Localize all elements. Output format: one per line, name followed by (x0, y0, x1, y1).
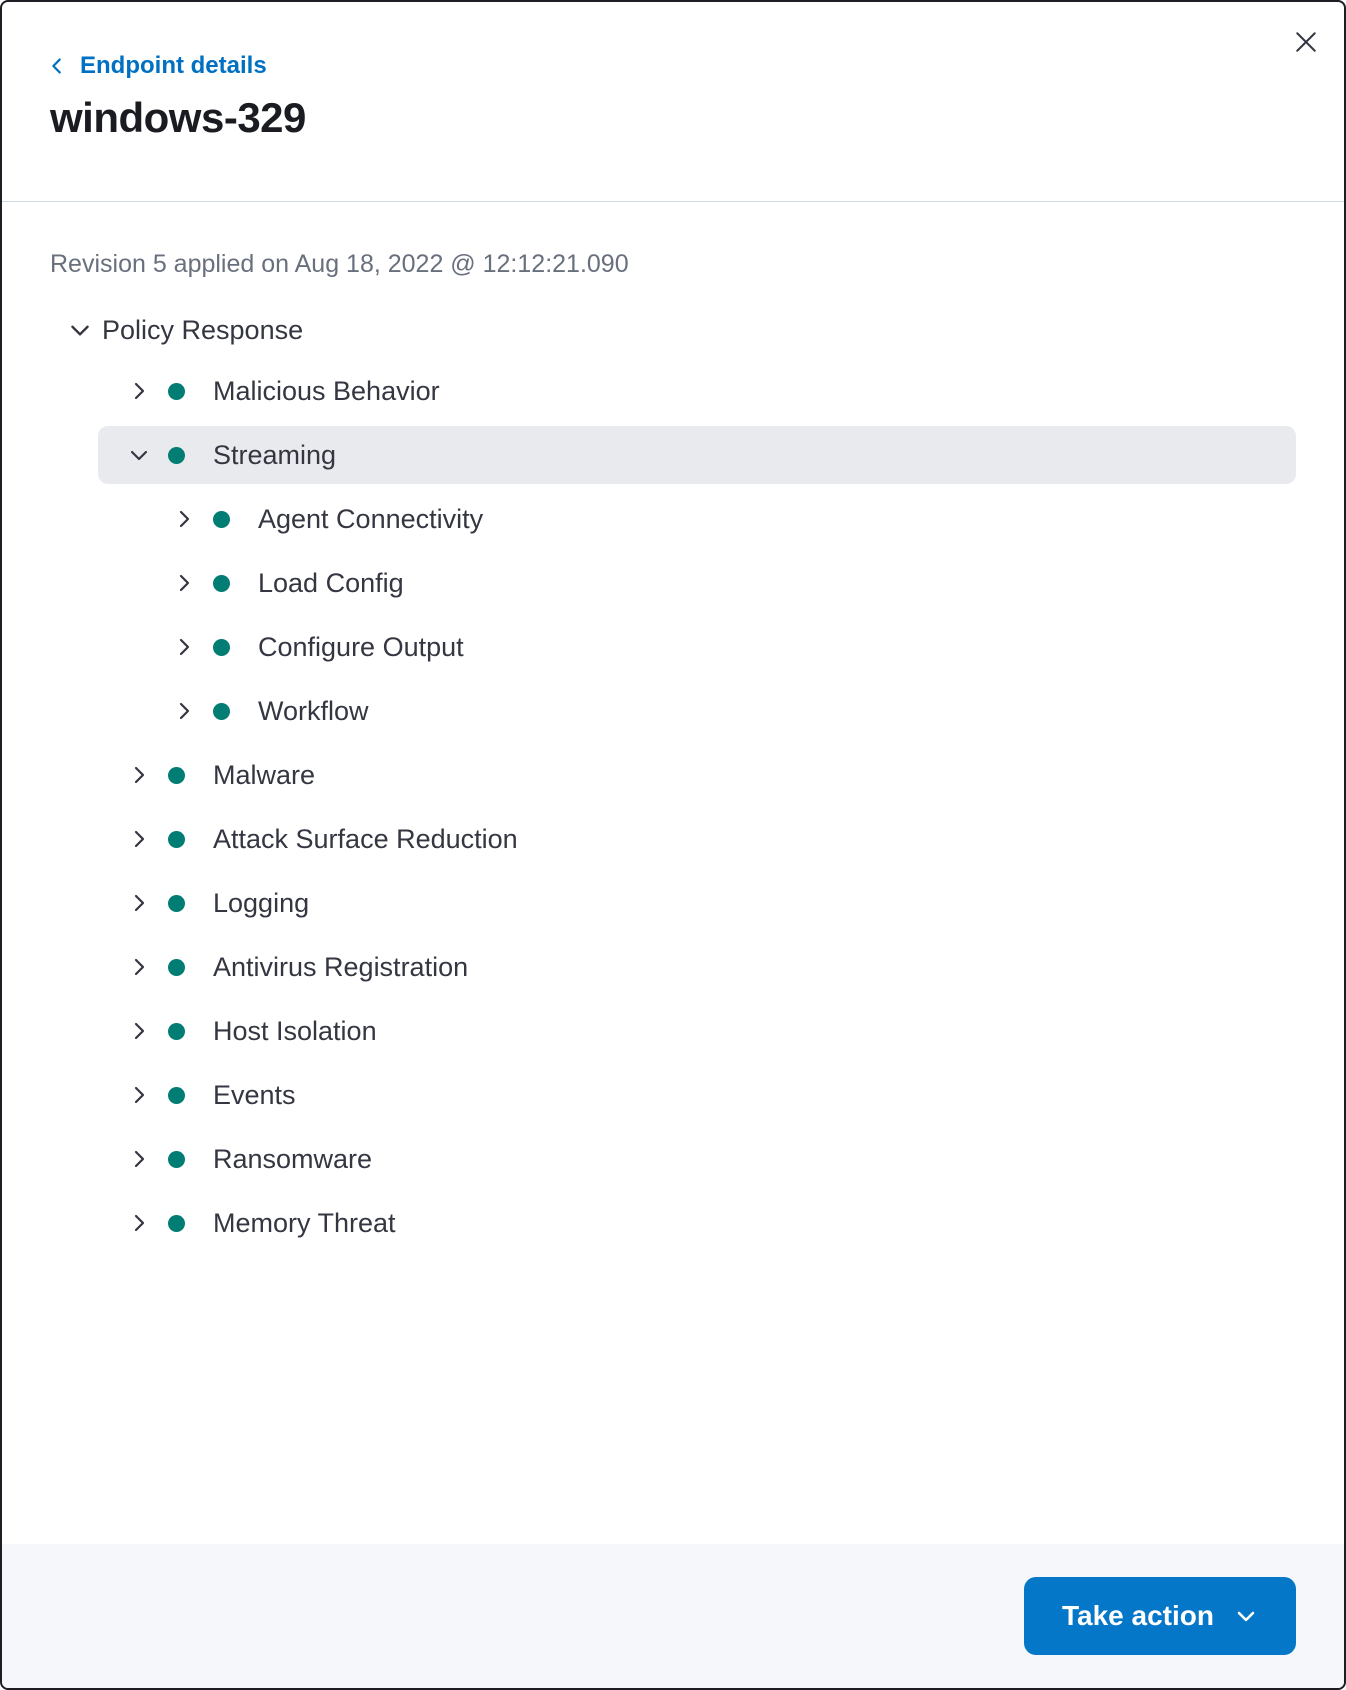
chevron-toggle[interactable] (170, 505, 198, 533)
chevron-toggle[interactable] (66, 316, 94, 344)
chevron-toggle[interactable] (125, 441, 153, 469)
tree-item-label: Ransomware (213, 1143, 373, 1174)
flyout-body (2, 202, 1344, 1544)
page-title: windows-329 (50, 94, 306, 141)
tree-root-label: Policy Response (102, 314, 304, 345)
chevron-right-icon (127, 1211, 151, 1235)
tree-item-label: Malware (213, 759, 316, 790)
status-dot-icon (213, 511, 230, 528)
tree-item-label: Configure Output (258, 631, 464, 662)
chevron-toggle[interactable] (170, 569, 198, 597)
chevron-toggle[interactable] (125, 377, 153, 405)
tree-rows (50, 362, 1296, 1252)
chevron-right-icon (127, 1019, 151, 1043)
chevron-right-icon (172, 635, 196, 659)
tree-item-antivirus-registration[interactable] (98, 938, 1296, 996)
tree-item-policy-response[interactable] (50, 298, 1296, 362)
chevron-down-icon (1234, 1604, 1258, 1628)
tree-item-attack-surface-reduction[interactable] (98, 810, 1296, 868)
chevron-toggle[interactable] (125, 1145, 153, 1173)
chevron-right-icon (127, 379, 151, 403)
status-dot-icon (168, 383, 185, 400)
chevron-down-icon (127, 443, 151, 467)
tree-item-label: Agent Connectivity (258, 503, 484, 534)
tree-item-label: Attack Surface Reduction (213, 823, 518, 854)
tree-item-label: Streaming (213, 439, 337, 470)
revision-applied-text: Revision 5 applied on Aug 18, 2022 @ 12:12:21.090 (50, 250, 629, 278)
tree-item-workflow[interactable] (98, 682, 1296, 740)
tree-item-host-isolation[interactable] (98, 1002, 1296, 1060)
chevron-toggle[interactable] (125, 953, 153, 981)
tree-item-agent-connectivity[interactable] (98, 490, 1296, 548)
chevron-right-icon (172, 507, 196, 531)
status-dot-icon (213, 575, 230, 592)
tree-item-streaming[interactable] (98, 426, 1296, 484)
back-to-endpoint-details-link[interactable] (46, 52, 267, 80)
status-dot-icon (168, 1087, 185, 1104)
chevron-toggle[interactable] (170, 697, 198, 725)
tree-item-label: Logging (213, 887, 310, 918)
tree-item-memory-threat[interactable] (98, 1194, 1296, 1252)
policy-response-tree (50, 298, 1296, 1252)
chevron-right-icon (172, 571, 196, 595)
tree-item-logging[interactable] (98, 874, 1296, 932)
flyout-header (2, 2, 1344, 202)
close-icon[interactable] (1286, 22, 1326, 62)
chevron-right-icon (127, 891, 151, 915)
tree-item-ransomware[interactable] (98, 1130, 1296, 1188)
chevron-right-icon (127, 1083, 151, 1107)
back-link-label: Endpoint details (80, 52, 267, 79)
chevron-right-icon (127, 955, 151, 979)
flyout-footer (2, 1544, 1344, 1688)
tree-item-malware[interactable] (98, 746, 1296, 804)
status-dot-icon (168, 1151, 185, 1168)
tree-item-load-config[interactable] (98, 554, 1296, 612)
tree-item-malicious-behavior[interactable] (98, 362, 1296, 420)
chevron-left-icon (46, 55, 68, 77)
status-dot-icon (168, 1215, 185, 1232)
chevron-right-icon (127, 827, 151, 851)
chevron-toggle[interactable] (125, 889, 153, 917)
status-dot-icon (213, 703, 230, 720)
chevron-toggle[interactable] (170, 633, 198, 661)
tree-item-label: Host Isolation (213, 1015, 377, 1046)
status-dot-icon (168, 1023, 185, 1040)
status-dot-icon (213, 639, 230, 656)
status-dot-icon (168, 831, 185, 848)
status-dot-icon (168, 447, 185, 464)
status-dot-icon (168, 767, 185, 784)
chevron-right-icon (127, 1147, 151, 1171)
tree-item-configure-output[interactable] (98, 618, 1296, 676)
tree-item-label: Workflow (258, 695, 369, 726)
tree-item-label: Antivirus Registration (213, 951, 469, 982)
chevron-toggle[interactable] (125, 761, 153, 789)
tree-item-label: Memory Threat (213, 1207, 396, 1238)
status-dot-icon (168, 959, 185, 976)
tree-item-label: Events (213, 1079, 296, 1110)
status-dot-icon (168, 895, 185, 912)
tree-item-label: Load Config (258, 567, 404, 598)
tree-item-events[interactable] (98, 1066, 1296, 1124)
chevron-right-icon (127, 763, 151, 787)
chevron-toggle[interactable] (125, 1017, 153, 1045)
chevron-toggle[interactable] (125, 1081, 153, 1109)
chevron-down-icon (67, 317, 93, 343)
chevron-toggle[interactable] (125, 1209, 153, 1237)
close-x-icon (1291, 27, 1321, 57)
take-action-label: Take action (1062, 1600, 1214, 1631)
tree-item-label: Malicious Behavior (213, 375, 440, 406)
take-action-button[interactable] (1024, 1577, 1296, 1655)
chevron-toggle[interactable] (125, 825, 153, 853)
chevron-right-icon (172, 699, 196, 723)
